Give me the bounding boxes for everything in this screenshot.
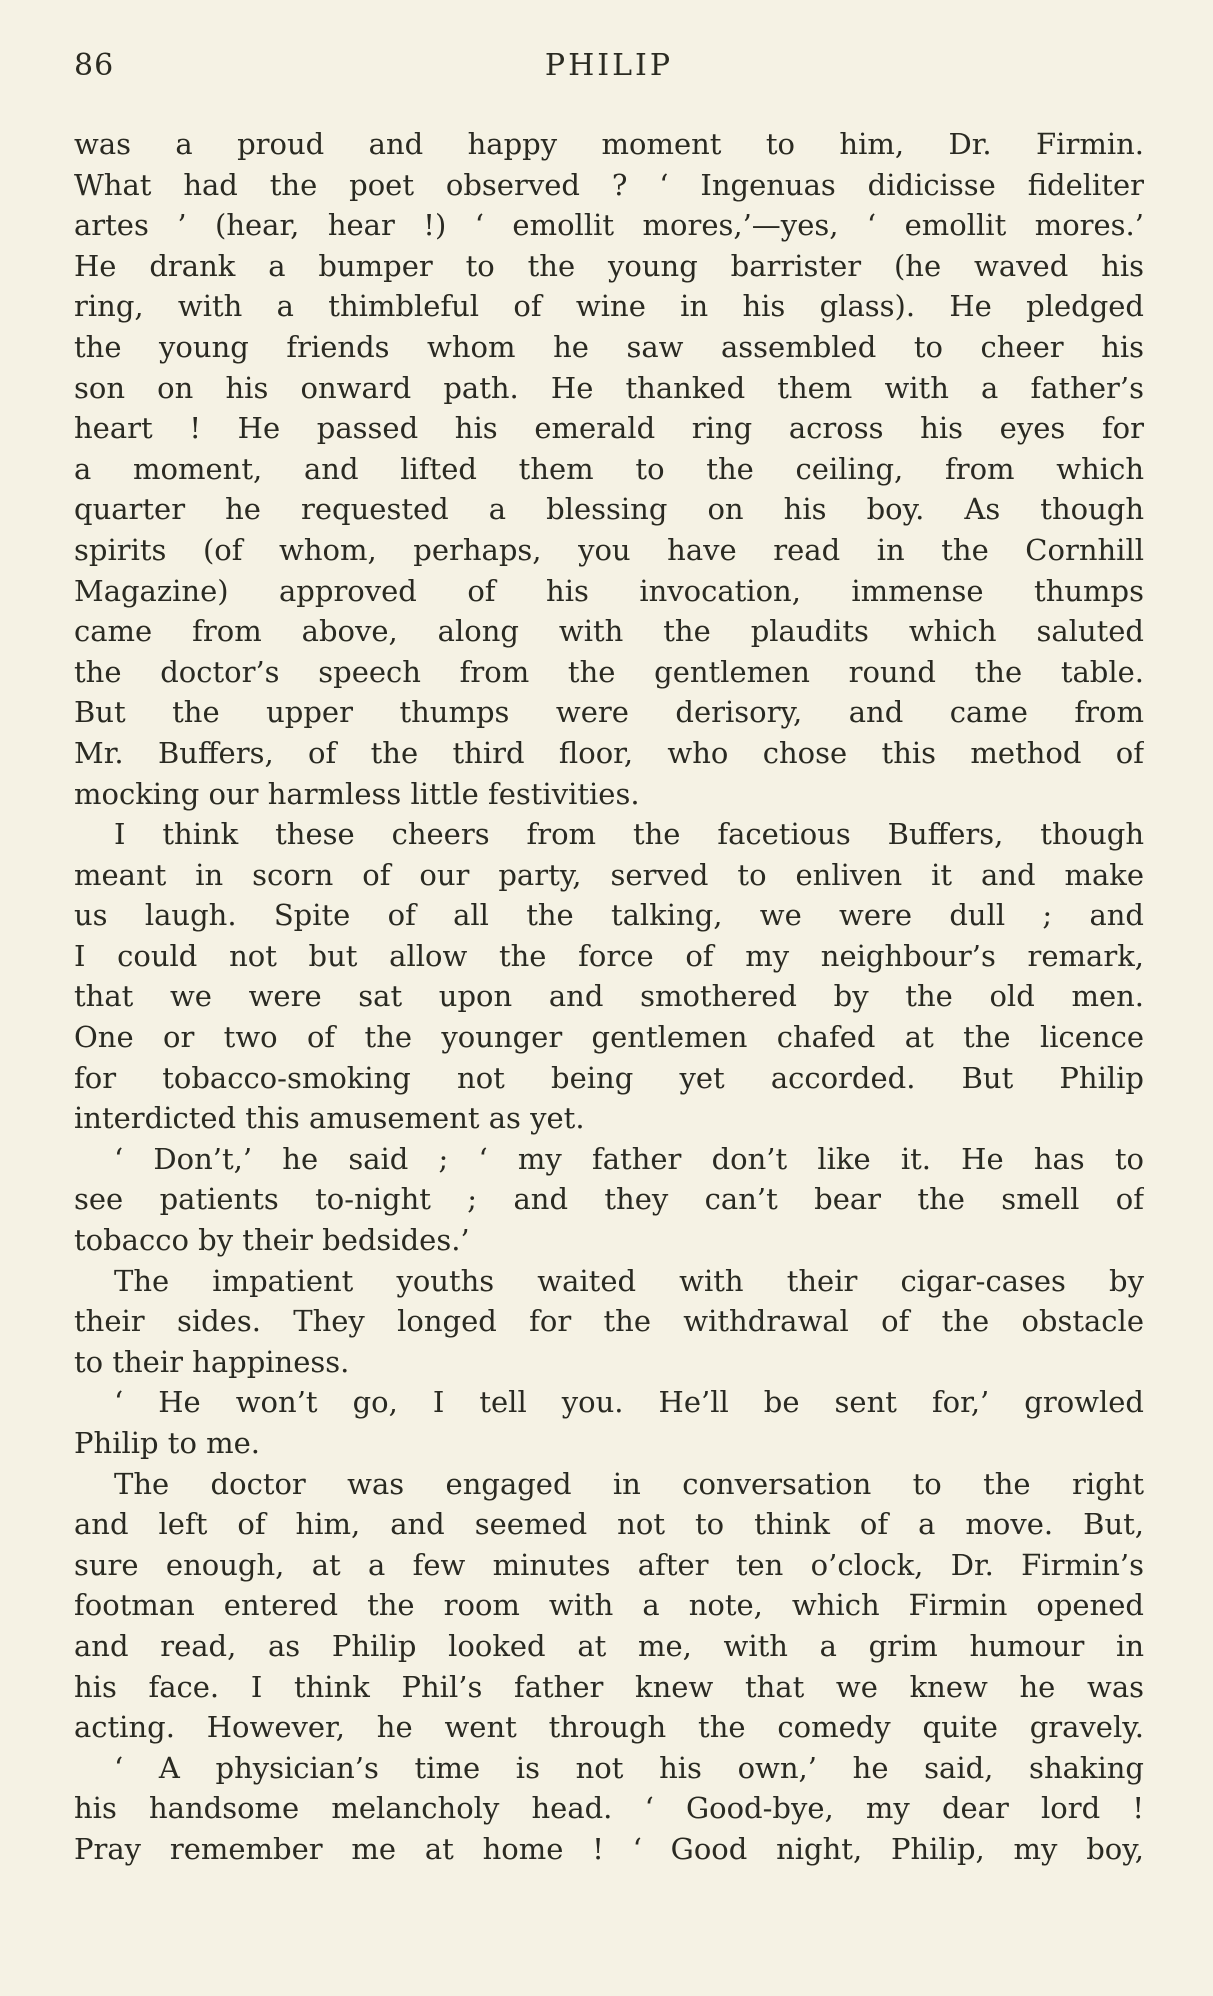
- text-line: was a proud and happy moment to him, Dr. Firmin.: [74, 127, 1144, 161]
- text-line: that we were sat upon and smothered by the old men.: [74, 979, 1144, 1014]
- text-line: Philip to me.: [74, 1426, 261, 1460]
- text-line: I could not but allow the force of my neighbour’s remark,: [74, 938, 1144, 973]
- text-line: mocking our harmless little festivities.: [74, 776, 640, 811]
- text-line: One or two of the younger gentlemen chafed at the licence: [74, 1020, 1144, 1055]
- text-line: his face. I think Phil’s father knew that we knew he was: [74, 1669, 1144, 1704]
- text-line: Magazine) approved of his invocation, immense thumps: [74, 573, 1144, 608]
- text-line: tobacco by their bedsides.’: [74, 1223, 470, 1258]
- text-line: Mr. Buffers, of the third floor, who chose this method of: [74, 735, 1144, 770]
- text-line: the doctor’s speech from the gentlemen round the table.: [74, 654, 1144, 689]
- text-line: He drank a bumper to the young barrister (he waved his: [74, 248, 1144, 283]
- text-line: us laugh. Spite of all the talking, we were dull ; and: [74, 898, 1144, 933]
- text-line: What had the poet observed ? ‘ Ingenuas didicisse fideliter: [74, 167, 1144, 202]
- text-line: meant in scorn of our party, served to enliven it and make: [74, 857, 1144, 892]
- body-text: [74, 124, 1144, 1870]
- text-line: interdicted this amusement as yet.: [74, 1101, 585, 1136]
- text-line: quarter he requested a blessing on his boy. As though: [74, 492, 1144, 527]
- page-number: 86: [74, 48, 115, 83]
- text-line: The doctor was engaged in conversation to the right: [114, 1466, 1144, 1501]
- text-line: and read, as Philip looked at me, with a grim humour in: [74, 1628, 1144, 1663]
- text-line: Pray remember me at home ! ‘ Good night, Philip, my boy,: [74, 1831, 1144, 1866]
- running-title: PHILIP: [544, 48, 674, 83]
- text-line: ‘ A physician’s time is not his own,’ he said, shaking: [114, 1750, 1144, 1785]
- text-line: son on his onward path. He thanked them with a father’s: [74, 370, 1144, 405]
- text-line: and left of him, and seemed not to think of a move. But,: [74, 1507, 1144, 1542]
- text-line: their sides. They longed for the withdrawal of the obstacle: [74, 1304, 1144, 1339]
- text-line: ring, with a thimbleful of wine in his glass). He pledged: [74, 289, 1144, 324]
- text-line: heart ! He passed his emerald ring across his eyes for: [74, 411, 1144, 446]
- text-line: came from above, along with the plaudits which saluted: [74, 614, 1144, 649]
- text-line: footman entered the room with a note, which Firmin opened: [74, 1588, 1144, 1623]
- text-line: to their happiness.: [74, 1344, 350, 1379]
- text-line: But the upper thumps were derisory, and came from: [74, 695, 1144, 730]
- text-line: I think these cheers from the facetious Buffers, though: [114, 817, 1144, 852]
- page-header: [74, 48, 1144, 88]
- text-line: ‘ Don’t,’ he said ; ‘ my father don’t like it. He has to: [114, 1141, 1144, 1176]
- text-line: artes ’ (hear, hear !) ‘ emollit mores,’—yes, ‘ emollit mores.’: [74, 208, 1144, 243]
- text-line: his handsome melancholy head. ‘ Good-bye, my dear lord !: [74, 1791, 1144, 1826]
- text-line: spirits (of whom, perhaps, you have read in the Cornhill: [74, 532, 1144, 567]
- text-line: the young friends whom he saw assembled to cheer his: [74, 329, 1144, 364]
- text-line: acting. However, he went through the comedy quite gravely.: [74, 1710, 1144, 1745]
- text-line: The impatient youths waited with their cigar-cases by: [114, 1263, 1144, 1298]
- text-line: ‘ He won’t go, I tell you. He’ll be sent for,’ growled: [114, 1385, 1144, 1420]
- text-line: a moment, and lifted them to the ceiling, from which: [74, 451, 1144, 486]
- text-line: see patients to-night ; and they can’t bear the smell of: [74, 1182, 1144, 1217]
- text-line: sure enough, at a few minutes after ten o’clock, Dr. Firmin’s: [74, 1547, 1144, 1582]
- text-line: for tobacco-smoking not being yet accorded. But Philip: [74, 1060, 1144, 1095]
